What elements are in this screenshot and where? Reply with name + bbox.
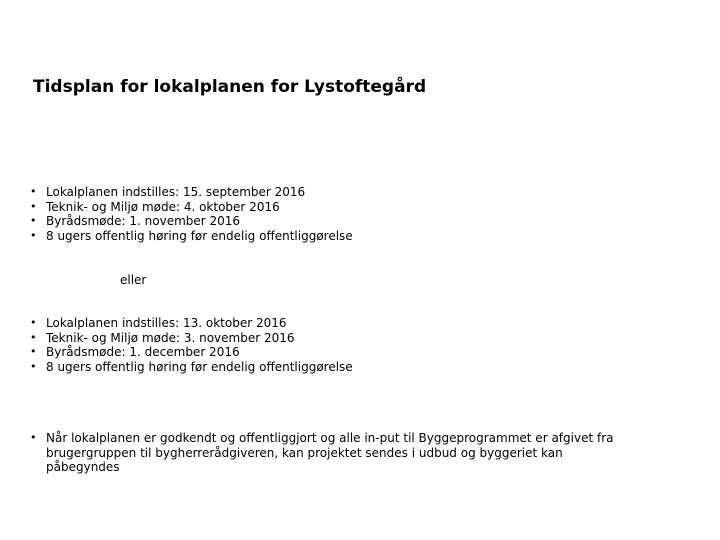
list-item: • Teknik- og Miljø møde: 4. oktober 2016 <box>30 200 353 215</box>
slide-title: Tidsplan for lokalplanen for Lystoftegård <box>33 77 427 97</box>
schedule-option-b-list <box>30 316 353 374</box>
schedule-option-a-list <box>30 185 353 243</box>
list-item: • Byrådsmøde: 1. december 2016 <box>30 345 353 360</box>
list-item: • Teknik- og Miljø møde: 3. november 2016 <box>30 331 353 346</box>
list-item: • Lokalplanen indstilles: 15. september 2016 <box>30 185 353 200</box>
list-item: • Byrådsmøde: 1. november 2016 <box>30 214 353 229</box>
list-item: • 8 ugers offentlig høring før endelig offentliggørelse <box>30 360 353 375</box>
note-list <box>30 431 616 475</box>
list-item: • 8 ugers offentlig høring før endelig offentliggørelse <box>30 229 353 244</box>
list-item: • Når lokalplanen er godkendt og offentliggjort og alle in-put til Byggeprogrammet er afgivet fra brugergruppen til bygherrerådgiveren, kan projektet sendes i udbud og byggeriet kan påbegyndes <box>30 431 616 475</box>
list-item: • Lokalplanen indstilles: 13. oktober 2016 <box>30 316 353 331</box>
separator-text: eller <box>120 273 147 287</box>
